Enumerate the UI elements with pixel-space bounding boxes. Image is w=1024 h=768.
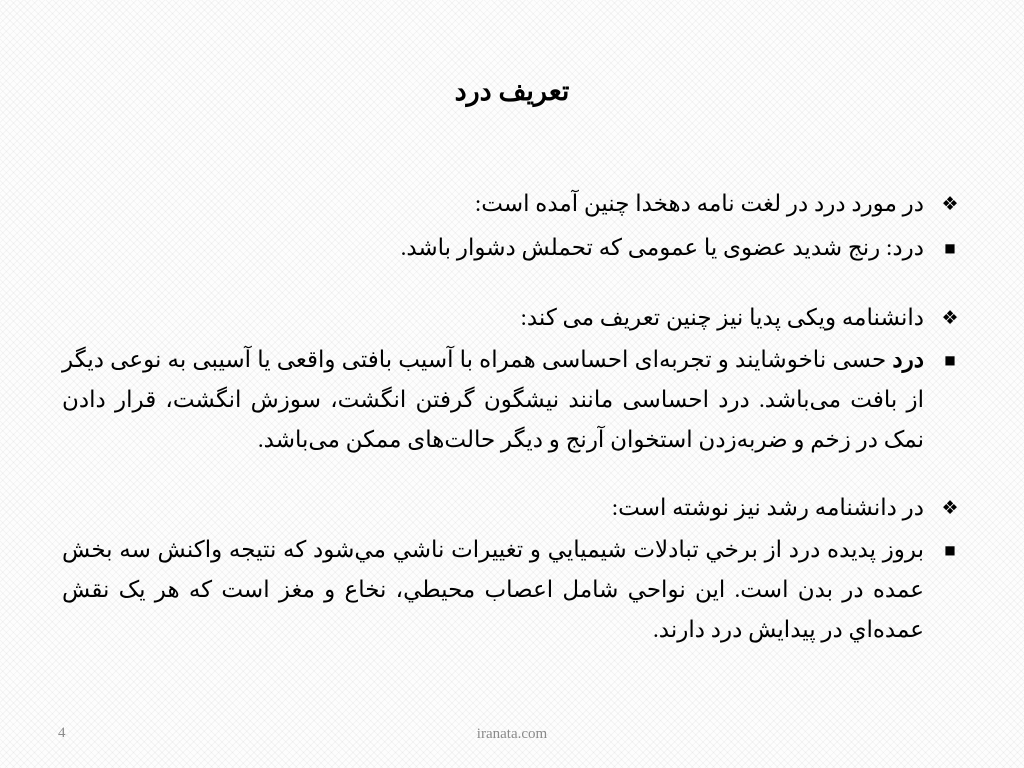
bullet-wiki-intro bbox=[62, 296, 962, 340]
bullet-text: در مورد درد در لغت نامه دهخدا چنین آمده است: bbox=[474, 191, 924, 216]
four-diamond-bullet-icon: ❖ bbox=[941, 307, 959, 329]
square-bullet-icon: ■ bbox=[944, 353, 956, 367]
bullet-dehkhoda-intro bbox=[62, 182, 962, 226]
bullet-text: در دانشنامه رشد نیز نوشته است: bbox=[611, 495, 924, 520]
bullet-text: حسی ناخوشایند و تجربه‌ای احساسی همراه با آسیب بافتی واقعی یا آسیبی به نوعی دیگر از بافت می‌باشد. درد احساسی مانند نیشگون گرفتن انگشت، سوزش انگشت، قرار دادن نمک در زخم و ضربه‌زدن استخوان آرنج و دیگر حالت‌های ممکن می‌باشد. bbox=[62, 347, 924, 452]
bold-term: درد bbox=[892, 347, 924, 372]
footer-site: iranata.com bbox=[476, 726, 548, 742]
bullet-roshd-definition bbox=[62, 530, 962, 650]
four-diamond-bullet-icon: ❖ bbox=[941, 497, 959, 519]
bullet-wiki-definition bbox=[62, 340, 962, 460]
bullet-roshd-intro bbox=[62, 486, 962, 530]
page-number: 4 bbox=[58, 725, 66, 741]
bullet-text: دانشنامه ویکی پدیا نیز چنین تعریف می کند: bbox=[520, 305, 924, 330]
bullet-dehkhoda-definition bbox=[62, 226, 962, 270]
slide-title: تعریف درد bbox=[454, 76, 570, 106]
four-diamond-bullet-icon: ❖ bbox=[941, 193, 959, 215]
bullet-text: درد: رنج شدید عضوی یا عمومی که تحملش دشوار باشد. bbox=[400, 235, 924, 260]
square-bullet-icon: ■ bbox=[944, 241, 956, 255]
slide-content bbox=[62, 182, 962, 650]
bullet-text: بروز پديده درد از برخي تبادلات شيميايي و تغييرات ناشي مي‌شود که نتيجه واکنش سه بخش عمده در بدن است. اين نواحي شامل اعصاب محيطي، نخاع و مغز است که هر یک نقش عمده‌اي در پيدايش درد دارند. bbox=[62, 537, 924, 642]
square-bullet-icon: ■ bbox=[944, 543, 956, 557]
